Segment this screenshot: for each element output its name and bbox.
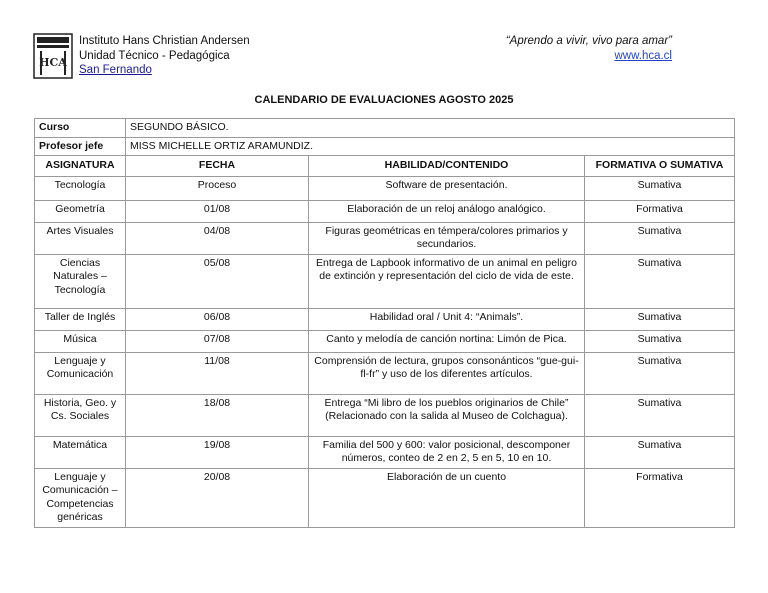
table-row — [35, 222, 735, 254]
school-logo — [33, 33, 73, 79]
course-label: Curso — [35, 119, 126, 138]
subject-cell: Música — [35, 330, 126, 352]
type-cell: Sumativa — [585, 176, 735, 200]
date-cell: 18/08 — [126, 394, 309, 436]
content-cell: Figuras geométricas en témpera/colores primarios y secundarios. — [309, 222, 585, 254]
content-cell: Canto y melodía de canción nortina: Limón de Pica. — [309, 330, 585, 352]
subject-cell: Artes Visuales — [35, 222, 126, 254]
teacher-label: Profesor jefe — [35, 137, 126, 156]
evaluation-table — [34, 118, 735, 528]
table-row — [35, 200, 735, 222]
type-cell: Sumativa — [585, 330, 735, 352]
column-header-subject: ASIGNATURA — [35, 156, 126, 177]
date-cell: 11/08 — [126, 352, 309, 394]
course-value: SEGUNDO BÁSICO. — [126, 119, 735, 138]
unit-name: Unidad Técnico - Pedagógica — [79, 49, 230, 62]
logo-letters: HCA — [39, 56, 67, 69]
motto-text: “Aprendo a vivir, vivo para amar” — [505, 35, 672, 47]
subject-cell: Taller de Inglés — [35, 308, 126, 330]
table-row — [35, 308, 735, 330]
content-cell: Elaboración de un cuento — [309, 468, 585, 527]
table-row — [35, 330, 735, 352]
subject-cell: Lenguaje y Comunicación — [35, 352, 126, 394]
subject-cell: Tecnología — [35, 176, 126, 200]
content-cell: Elaboración de un reloj análogo analógico. — [309, 200, 585, 222]
date-cell: 20/08 — [126, 468, 309, 527]
course-row — [35, 119, 735, 138]
table-row — [35, 352, 735, 394]
subject-cell: Historia, Geo. y Cs. Sociales — [35, 394, 126, 436]
motto-block — [506, 34, 672, 63]
subject-cell: Lenguaje y Comunicación – Competencias genéricas — [35, 468, 126, 527]
institution-block — [79, 34, 250, 78]
website-link[interactable]: www.hca.cl — [614, 49, 672, 62]
type-cell: Sumativa — [585, 394, 735, 436]
date-cell: 04/08 — [126, 222, 309, 254]
document-title: CALENDARIO DE EVALUACIONES AGOSTO 2025 — [254, 94, 514, 106]
column-header-content: HABILIDAD/CONTENIDO — [309, 156, 585, 177]
type-cell: Sumativa — [585, 352, 735, 394]
content-cell: Software de presentación. — [309, 176, 585, 200]
type-cell: Formativa — [585, 200, 735, 222]
content-cell: Habilidad oral / Unit 4: “Animals”. — [309, 308, 585, 330]
table-row — [35, 254, 735, 308]
city-link[interactable]: San Fernando — [79, 64, 152, 76]
column-header-type: FORMATIVA O SUMATIVA — [585, 156, 735, 177]
date-cell: 05/08 — [126, 254, 309, 308]
table-row — [35, 176, 735, 200]
table-row — [35, 436, 735, 468]
subject-cell: Matemática — [35, 436, 126, 468]
date-cell: 06/08 — [126, 308, 309, 330]
date-cell: 07/08 — [126, 330, 309, 352]
content-cell: Entrega de Lapbook informativo de un animal en peligro de extinción y representación del ciclo de vida de este. — [309, 254, 585, 308]
subject-cell: Geometría — [35, 200, 126, 222]
institute-name: Instituto Hans Christian Andersen — [79, 35, 250, 47]
table-row — [35, 468, 735, 527]
subject-cell: Ciencias Naturales – Tecnología — [35, 254, 126, 308]
table-row — [35, 394, 735, 436]
type-cell: Sumativa — [585, 222, 735, 254]
date-cell: 01/08 — [126, 200, 309, 222]
date-cell: Proceso — [126, 176, 309, 200]
teacher-row — [35, 137, 735, 156]
table-header-row — [35, 156, 735, 177]
type-cell: Formativa — [585, 468, 735, 527]
teacher-value: MISS MICHELLE ORTIZ ARAMUNDIZ. — [126, 137, 735, 156]
type-cell: Sumativa — [585, 254, 735, 308]
type-cell: Sumativa — [585, 308, 735, 330]
content-cell: Familia del 500 y 600: valor posicional, descomponer números, conteo de 2 en 2, 5 en 5, 10 en 10. — [309, 436, 585, 468]
column-header-date: FECHA — [126, 156, 309, 177]
content-cell: Entrega “Mi libro de los pueblos originarios de Chile” (Relacionado con la salida al Museo de Colchagua). — [309, 394, 585, 436]
date-cell: 19/08 — [126, 436, 309, 468]
type-cell: Sumativa — [585, 436, 735, 468]
content-cell: Comprensión de lectura, grupos consonánticos “gue-gui-fl-fr” y uso de los diferentes artículos. — [309, 352, 585, 394]
